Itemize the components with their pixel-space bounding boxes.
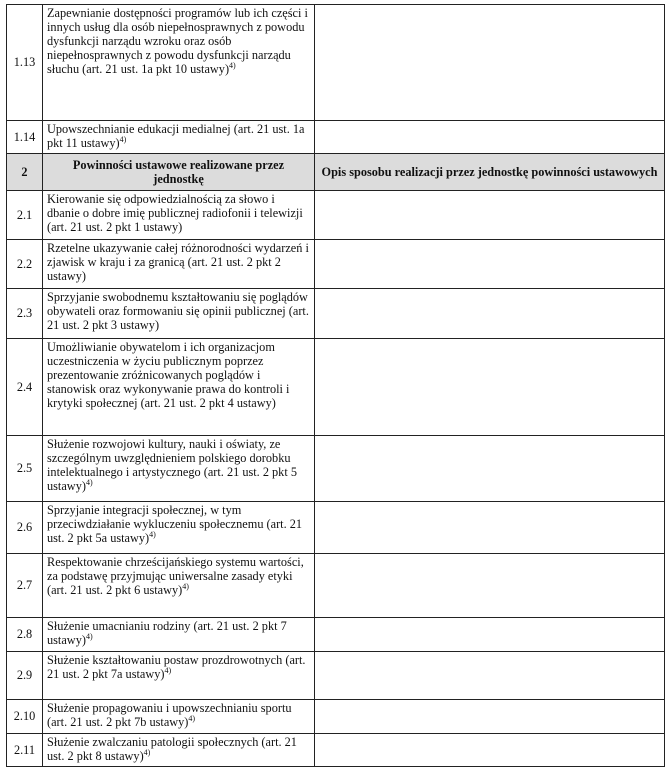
section-header-row — [7, 154, 665, 191]
table-row — [7, 289, 665, 339]
row-number: 2.5 — [7, 436, 43, 502]
footnote-ref: 4) — [182, 581, 189, 591]
obligation-text: Rzetelne ukazywanie całej różnorodności wydarzeń i zjawisk w kraju i za granicą (art. 21 ust. 2 pkt 2 ustawy) — [43, 240, 315, 289]
obligation-text: Służenie umacnianiu rodziny (art. 21 ust. 2 pkt 7 ustawy)$^{4)}$ — [43, 618, 315, 652]
obligation-text: Kierowanie się odpowiedzialnością za słowo i dbanie o dobre imię publicznej radiofonii i telewizji (art. 21 ust. 2 pkt 1 ustawy) — [43, 191, 315, 240]
row-number: 2.6 — [7, 502, 43, 554]
footnote-ref: 4) — [149, 529, 156, 539]
obligation-text: Sprzyjanie integracji społecznej, w tym przeciwdziałanie wykluczeniu społecznemu (art. 21 ust. 2 pkt 5a ustawy)$^{4)}$ — [43, 502, 315, 554]
row-number: 1.14 — [7, 121, 43, 154]
obligation-text: Upowszechnianie edukacji medialnej (art. 21 ust. 1a pkt 11 ustawy)$^{4)}$ — [43, 121, 315, 154]
realization-description-cell[interactable] — [315, 240, 665, 289]
table-row — [7, 502, 665, 554]
row-number: 2.3 — [7, 289, 43, 339]
column-header-description: Opis sposobu realizacji przez jednostkę powinności ustawowych — [315, 154, 665, 191]
obligation-text: Umożliwianie obywatelom i ich organizacjom uczestniczenia w życiu publicznym poprzez prezentowanie zróżnicowanych poglądów i stanowisk oraz wykonywanie prawa do kontroli i krytyki społecznej (art. 21 ust. 2 pkt 4 ustawy) — [43, 339, 315, 436]
row-number: 2.9 — [7, 652, 43, 700]
table-row — [7, 618, 665, 652]
table-row — [7, 339, 665, 436]
realization-description-cell[interactable] — [315, 436, 665, 502]
realization-description-cell[interactable] — [315, 191, 665, 240]
row-number: 2.7 — [7, 554, 43, 618]
footnote-ref: 4) — [119, 134, 127, 144]
obligation-text: Służenie propagowaniu i upowszechnianiu sportu (art. 21 ust. 2 pkt 7b ustawy)$^{4)}$ — [43, 700, 315, 734]
realization-description-cell[interactable] — [315, 700, 665, 734]
footnote-ref: 4) — [164, 665, 172, 675]
row-number: 2.4 — [7, 339, 43, 436]
realization-description-cell[interactable] — [315, 121, 665, 154]
realization-description-cell[interactable] — [315, 618, 665, 652]
table-row — [7, 700, 665, 734]
table-row — [7, 734, 665, 767]
obligation-text: Służenie kształtowaniu postaw prozdrowotnych (art. 21 ust. 2 pkt 7a ustawy)$^{4)}$ — [43, 652, 315, 700]
obligations-table — [6, 4, 665, 767]
obligation-text: Służenie zwalczaniu patologii społecznych (art. 21 ust. 2 pkt 8 ustawy)$^{4)}$ — [43, 734, 315, 767]
realization-description-cell[interactable] — [315, 554, 665, 618]
footnote-ref: 4) — [85, 631, 93, 641]
table-row — [7, 652, 665, 700]
footnote-ref: 4) — [143, 747, 151, 757]
table-row — [7, 436, 665, 502]
realization-description-cell[interactable] — [315, 289, 665, 339]
footnote-ref: 4) — [188, 713, 196, 723]
obligation-text: Służenie rozwojowi kultury, nauki i oświaty, ze szczególnym uwzględnieniem polskiego dorobku intelektualnego i artystycznego (art. 21 ust. 2 pkt 5 ustawy)$^{4)}$ — [43, 436, 315, 502]
table-row — [7, 554, 665, 618]
footnote-ref: 4) — [85, 477, 93, 487]
obligation-text: Sprzyjanie swobodnemu kształtowaniu się poglądów obywateli oraz formowaniu się opinii publicznej (art. 21 ust. 2 pkt 3 ustawy) — [43, 289, 315, 339]
row-number: 2.8 — [7, 618, 43, 652]
table-row — [7, 191, 665, 240]
realization-description-cell[interactable] — [315, 652, 665, 700]
row-number: 2.10 — [7, 700, 43, 734]
row-number: 2.2 — [7, 240, 43, 289]
obligation-text: Respektowanie chrześcijańskiego systemu wartości, za podstawę przyjmując uniwersalne zasady etyki (art. 21 ust. 2 pkt 6 ustawy)$^{4)}$ — [43, 554, 315, 618]
realization-description-cell[interactable] — [315, 5, 665, 121]
realization-description-cell[interactable] — [315, 734, 665, 767]
section-number: 2 — [7, 154, 43, 191]
column-header-obligations: Powinności ustawowe realizowane przez jednostkę — [43, 154, 315, 191]
table-row — [7, 240, 665, 289]
obligation-text: Zapewnianie dostępności programów lub ich części i innych usług dla osób niepełnosprawnych z powodu dysfunkcji narządu wzroku oraz osób niepełnosprawnych z powodu dysfunkcji narządu słuchu (art. 21 ust. 1a pkt 10 ustawy)$^{4)}$ — [43, 5, 315, 121]
realization-description-cell[interactable] — [315, 502, 665, 554]
table-row — [7, 121, 665, 154]
row-number: 1.13 — [7, 5, 43, 121]
row-number: 2.11 — [7, 734, 43, 767]
realization-description-cell[interactable] — [315, 339, 665, 436]
row-number: 2.1 — [7, 191, 43, 240]
table-row — [7, 5, 665, 121]
footnote-ref: 4) — [229, 60, 236, 70]
